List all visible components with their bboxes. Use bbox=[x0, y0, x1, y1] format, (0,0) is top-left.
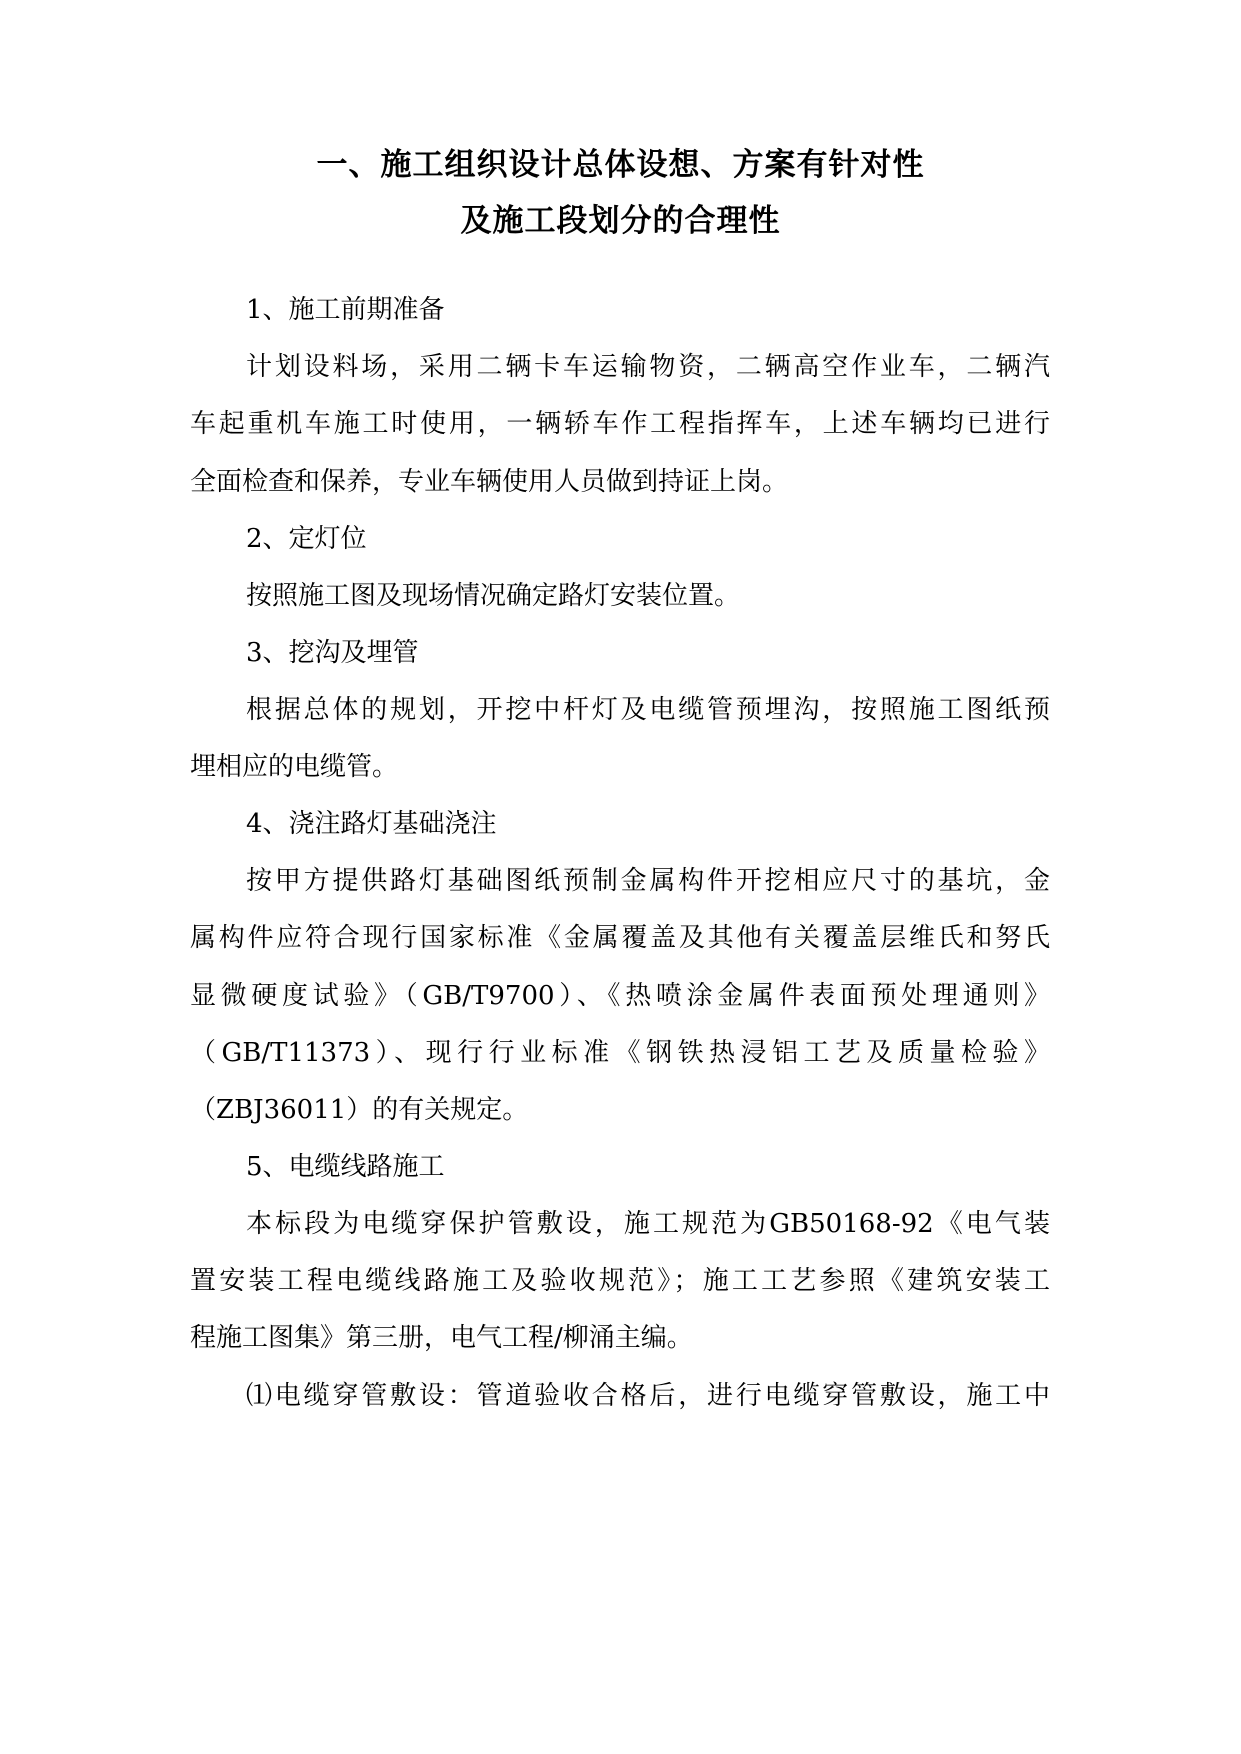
paragraph-line: 程施工图集》第三册，电气工程/柳涌主编。 bbox=[190, 1323, 693, 1353]
section-heading-4: 4、浇注路灯基础浇注 bbox=[246, 809, 497, 839]
paragraph-line: 显微硬度试验》（GB/T9700）、《热喷涂金属件表面预处理通则》 bbox=[190, 981, 1050, 1011]
document-title-line-2: 及施工段划分的合理性 bbox=[460, 203, 781, 239]
paragraph-line: 埋相应的电缆管。 bbox=[190, 752, 399, 782]
paragraph-line: 计划设料场，采用二辆卡车运输物资，二辆高空作业车，二辆汽 bbox=[246, 352, 1050, 382]
paragraph-line: （GB/T11373）、现行行业标准《钢铁热浸铝工艺及质量检验》 bbox=[190, 1038, 1050, 1068]
section-heading-1: 1、施工前期准备 bbox=[246, 295, 445, 325]
section-heading-5: 5、电缆线路施工 bbox=[246, 1152, 445, 1182]
section-heading-2: 2、定灯位 bbox=[246, 524, 367, 554]
paragraph-line: 按照施工图及现场情况确定路灯安装位置。 bbox=[246, 581, 741, 611]
paragraph-line: 本标段为电缆穿保护管敷设，施工规范为GB50168-92《电气装 bbox=[246, 1209, 1050, 1239]
paragraph-line: 全面检查和保养，专业车辆使用人员做到持证上岗。 bbox=[190, 467, 789, 497]
paragraph-line: 按甲方提供路灯基础图纸预制金属构件开挖相应尺寸的基坑，金 bbox=[246, 866, 1050, 896]
paragraph-line: 车起重机车施工时使用，一辆轿车作工程指挥车，上述车辆均已进行 bbox=[190, 409, 1050, 439]
paragraph-line: 根据总体的规划，开挖中杆灯及电缆管预埋沟，按照施工图纸预 bbox=[246, 695, 1050, 725]
paragraph-line: 属构件应符合现行国家标准《金属覆盖及其他有关覆盖层维氏和努氏 bbox=[190, 923, 1050, 953]
section-heading-3: 3、挖沟及埋管 bbox=[246, 638, 419, 668]
document-title-line-1: 一、施工组织设计总体设想、方案有针对性 bbox=[316, 147, 925, 183]
paragraph-line: （ZBJ36011）的有关规定。 bbox=[190, 1095, 529, 1125]
paragraph-line: 置安装工程电缆线路施工及验收规范》；施工工艺参照《建筑安装工 bbox=[190, 1266, 1050, 1296]
paragraph-line: ⑴电缆穿管敷设：管道验收合格后，进行电缆穿管敷设，施工中 bbox=[246, 1381, 1050, 1411]
